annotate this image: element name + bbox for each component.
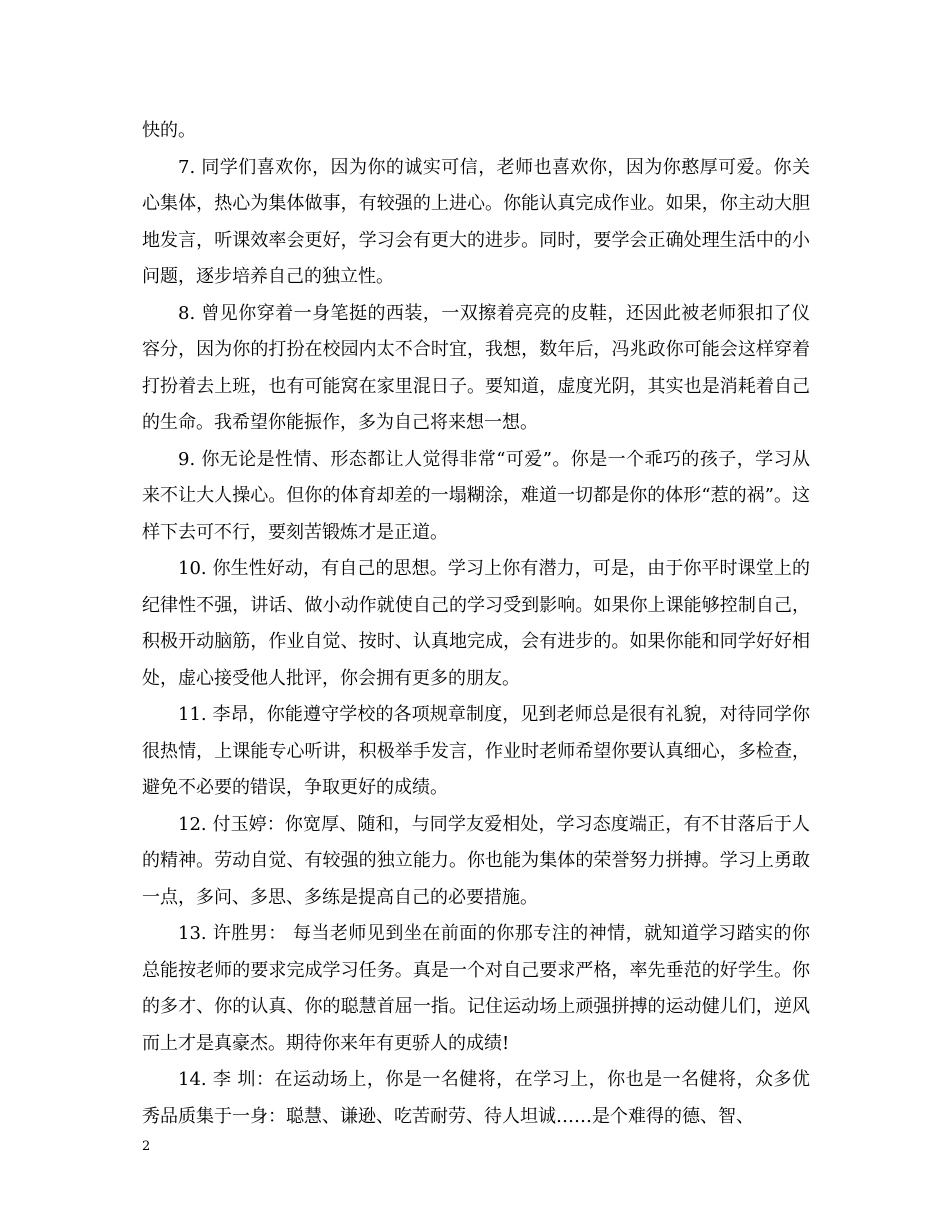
paragraph-continuation: 快的。 — [142, 120, 196, 141]
paragraph-comment-13: 13. 许胜男： 每当老师见到坐在前面的你那专注的神情，就知道学习踏实的你总能按老师的要求完成学习任务。真是一个对自己要求严格，率先垂范的好学生。你的多才、你的认真、你的聪慧首屈一指。记住运动场上顽强拼搏的运动健儿们，逆风而上才是真豪杰。期待你来年有更骄人的成绩! — [142, 923, 810, 1054]
paragraph-comment-10: 10. 你生性好动，有自己的思想。学习上你有潜力，可是，由于你平时课堂上的纪律性不强，讲话、做小动作就使自己的学习受到影响。如果你上课能够控制自己，积极开动脑筋，作业自觉、按时、认真地完成，会有进步的。如果你能和同学好好相处，虚心接受他人批评，你会拥有更多的朋友。 — [142, 558, 810, 689]
paragraph-comment-8: 8. 曾见你穿着一身笔挺的西装，一双擦着亮亮的皮鞋，还因此被老师狠扣了仪容分，因为你的打扮在校园内太不合时宜，我想，数年后，冯兆政你可能会这样穿着打扮着去上班，也有可能窝在家里混日子。要知道，虚度光阴，其实也是消耗着自己的生命。我希望你能振作，多为自己将来想一想。 — [142, 302, 810, 433]
page-number: 2 — [142, 1139, 151, 1154]
document-body — [142, 113, 810, 1135]
paragraph-comment-14: 14. 李 圳：在运动场上，你是一名健将，在学习上，你也是一名健将，众多优秀品质集于一身：聪慧、谦逊、吃苦耐劳、待人坦诚……是个难得的德、智、 — [142, 1069, 810, 1127]
paragraph-comment-12: 12. 付玉婷：你宽厚、随和，与同学友爱相处，学习态度端正，有不甘落后于人的精神。劳动自觉、有较强的独立能力。你也能为集体的荣誉努力拼搏。学习上勇敢一点，多问、多思、多练是提高自己的必要措施。 — [142, 813, 810, 908]
paragraph-comment-11: 11. 李昂，你能遵守学校的各项规章制度，见到老师总是很有礼貌，对待同学你很热情，上课能专心听讲，积极举手发言，作业时老师希望你要认真细心，多检查，避免不必要的错误，争取更好的成绩。 — [142, 704, 810, 798]
paragraph-comment-9: 9. 你无论是性情、形态都让人觉得非常“可爱”。你是一个乖巧的孩子，学习从来不让大人操心。但你的体育却差的一塌糊涂，难道一切都是你的体形“惹的祸”。这样下去可不行，要刻苦锻炼才是正道。 — [142, 448, 810, 543]
paragraph-comment-7: 7. 同学们喜欢你，因为你的诚实可信，老师也喜欢你，因为你憨厚可爱。你关心集体，热心为集体做事，有较强的上进心。你能认真完成作业。如果，你主动大胆地发言，听课效率会更好，学习会有更大的进步。同时，要学会正确处理生活中的小问题，逐步培养自己的独立性。 — [142, 156, 810, 287]
